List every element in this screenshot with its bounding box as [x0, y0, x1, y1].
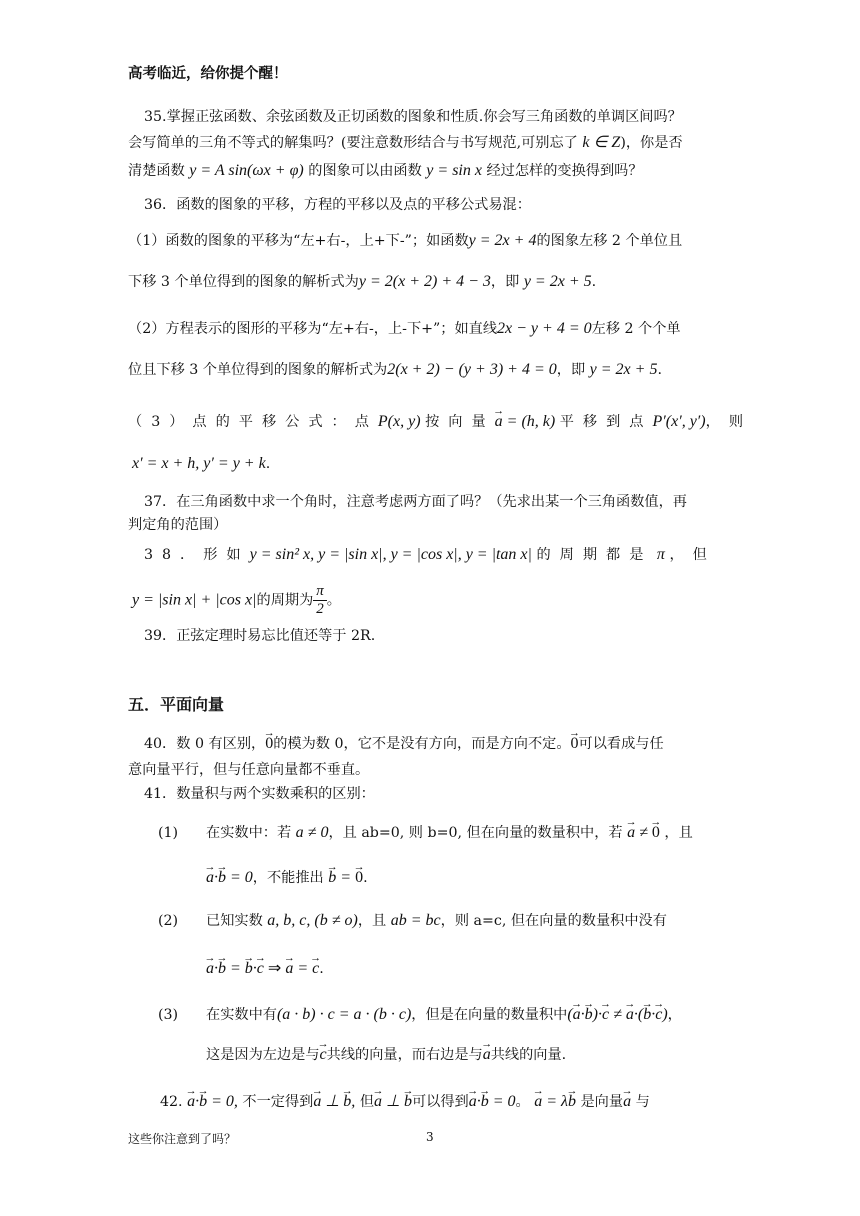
item-36-sub-2-line-1: （2）方程表示的图形的平移为“左+右-，上-下+”；如直线2x − y + 4 = 0左移 2 个个单 [128, 320, 681, 337]
item-42-line-1: 42. → a·→ b = 0, 不一定得到→ a ⊥ → b, 但→ a ⊥ → b可以得到→ a·→ b = 0。 → a = λ→ b 是向量→ a 与 [160, 1090, 650, 1114]
page-number: 3 [426, 1130, 434, 1144]
item-35-line-2: 会写简单的三角不等式的解集吗？(要注意数形结合与书写规范,可别忘了 k ∈ Z)，你是否 [128, 134, 683, 151]
item-41-sub-2-number: (2) [158, 913, 179, 929]
item-37-line-1: 37．在三角函数中求一个角时，注意考虑两方面了吗？（先求出某一个三角函数值，再 [144, 494, 687, 510]
item-39-line-1: 39．正弦定理时易忘比值还等于 2R. [144, 628, 376, 644]
item-38-line-1: 38．形如y = sin² x, y = |sin x|, y = |cos x|, y = |tan x| 的周期都是 π ，但 [144, 546, 716, 563]
item-41-sub-1-line-2: → a·→ b = 0，不能推出 → b = → 0. [206, 866, 368, 890]
item-41-sub-3-line-2: 这是因为左边是与→ c共线的向量，而右边是与→ a共线的向量. [206, 1043, 566, 1067]
footer-text: 这些你注意到了吗？ [128, 1132, 237, 1146]
item-40-line-1: 40．数 0 有区别，→ 0的模为数 0，它不是没有方向，而是方向不定。→ 0可以看成与任 [144, 732, 664, 756]
item-41-sub-1-line-1: 在实数中：若 a ≠ 0，且 ab=0, 则 b=0, 但在向量的数量积中，若 → a ≠ → 0 ，且 [206, 821, 693, 845]
item-36-line-1: 36．函数的图象的平移，方程的平移以及点的平移公式易混： [144, 197, 531, 213]
item-36-sub-1-line-1: （1）函数的图象的平移为“左+右-，上+下-”；如函数y = 2x + 4的图象左移 2 个单位且 [128, 232, 683, 249]
section-title: 五．平面向量 [128, 695, 225, 714]
item-41-sub-1-number: (1) [158, 825, 179, 841]
item-36-sub-3-line-1: （3）点的平移公式：点P(x, y) 按向量→ a = (h, k) 平移到点P′(x′, y′)，则 [128, 410, 752, 434]
item-41-line-1: 41．数量积与两个实数乘积的区别： [144, 786, 375, 802]
item-41-sub-2-line-2: → a·→ b = → b·→ c ⇒ → a = → c. [206, 957, 324, 981]
item-41-sub-3-line-1: 在实数中有(a · b) · c = a · (b · c)，但是在向量的数量积中(→ a·→ b)·→ c ≠ → a·(→ b·→ c)， [206, 1003, 682, 1027]
item-35-line-1: 35.掌握正弦函数、余弦函数及正切函数的图象和性质.你会写三角函数的单调区间吗？ [144, 109, 682, 125]
page-header: 高考临近，给你提个醒！ [128, 66, 288, 82]
item-40-line-2: 意向量平行，但与任意向量都不垂直。 [128, 762, 370, 778]
item-41-sub-3-number: (3) [158, 1007, 179, 1023]
item-36-sub-1-line-2: 下移 3 个单位得到的图象的解析式为y = 2(x + 2) + 4 − 3，即 y = 2x + 5. [128, 273, 597, 290]
item-38-line-2: y = |sin x| + |cos x|的周期为 $\frac{\pi}{2}$ 。 [132, 583, 341, 617]
item-35-line-3: 清楚函数 y = A sin(ωx + φ) 的图象可以由函数 y = sin x 经过怎样的变换得到吗？ [128, 162, 643, 179]
item-41-sub-2-line-1: 已知实数 a, b, c, (b ≠ o)，且 ab = bc，则 a=c, 但在向量的数量积中没有 [206, 912, 667, 929]
math-k-in-z: k ∈ Z [582, 134, 621, 151]
item-37-line-2: 判定角的范围） [128, 517, 228, 533]
math-sine-function: y = A sin(ωx + φ) [189, 162, 304, 179]
fraction-pi-over-2: $\frac{\pi}{2}$ [313, 583, 327, 618]
item-36-sub-3-line-2: x′ = x + h, y′ = y + k. [132, 455, 271, 472]
item-36-sub-2-line-2: 位且下移 3 个单位得到的图象的解析式为2(x + 2) − (y + 3) + 4 = 0，即 y = 2x + 5. [128, 361, 662, 378]
math-sin-x: y = sin x [426, 162, 482, 179]
